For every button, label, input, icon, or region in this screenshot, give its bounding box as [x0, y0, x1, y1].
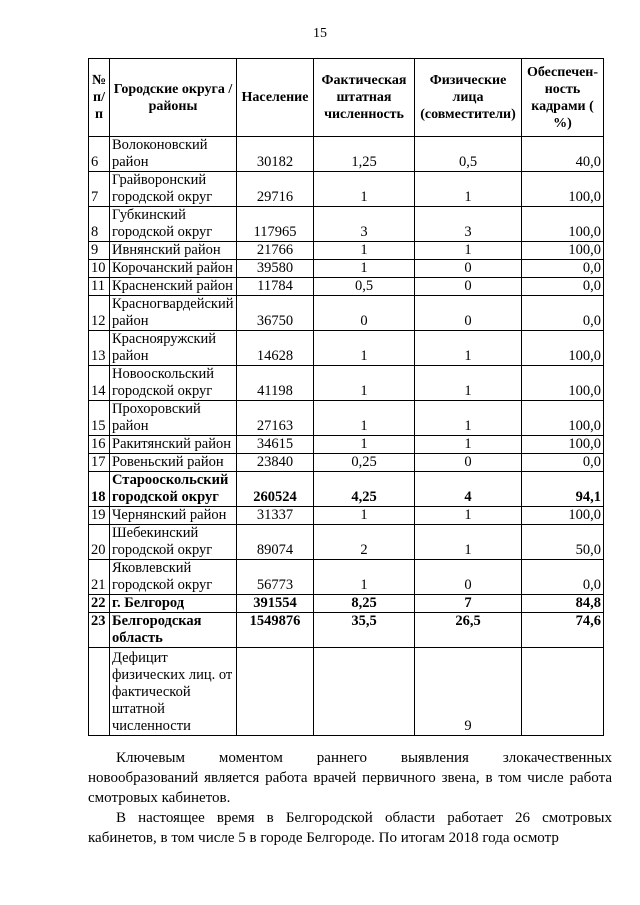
table-row: [89, 172, 604, 207]
persons-value: 0: [415, 260, 522, 278]
persons-value: 0: [415, 296, 522, 331]
table-row: [89, 436, 604, 454]
district-name: Шебекинский городской округ: [110, 525, 237, 560]
coverage-value: 100,0: [522, 366, 604, 401]
coverage-value: 100,0: [522, 401, 604, 436]
row-number: 8: [89, 207, 110, 242]
table-row: [89, 454, 604, 472]
actual-staff-value: 35,5: [314, 613, 415, 648]
row-number: 22: [89, 595, 110, 613]
coverage-value: 100,0: [522, 207, 604, 242]
persons-value: 1: [415, 436, 522, 454]
district-name: Ровеньский район: [110, 454, 237, 472]
actual-staff-value: 1: [314, 436, 415, 454]
row-number: 19: [89, 507, 110, 525]
district-name: Ивнянский район: [110, 242, 237, 260]
population-value: 31337: [237, 507, 314, 525]
header-persons: Физические лица (совместители): [415, 59, 522, 137]
population-value: 34615: [237, 436, 314, 454]
paragraph-1: [88, 748, 612, 808]
table-row: [89, 331, 604, 366]
actual-staff-value: 0: [314, 296, 415, 331]
coverage-value: 94,1: [522, 472, 604, 507]
persons-value: 1: [415, 172, 522, 207]
row-number: 13: [89, 331, 110, 366]
persons-value: 0: [415, 454, 522, 472]
table-row: [89, 260, 604, 278]
district-name: Старооскольский городской округ: [110, 472, 237, 507]
persons-value: 7: [415, 595, 522, 613]
population-value: 391554: [237, 595, 314, 613]
district-name: Яковлевский городской округ: [110, 560, 237, 595]
deficit-empty-coverage: [522, 648, 604, 736]
persons-value: 0,5: [415, 137, 522, 172]
paragraph-2-text: В настоящее время в Белгородской области работает 26 смотровых кабинетов, в том числе 5 в городе Белгороде. По итогам 2018 года осмотр: [88, 810, 612, 846]
actual-staff-value: 2: [314, 525, 415, 560]
population-value: 11784: [237, 278, 314, 296]
row-number: 9: [89, 242, 110, 260]
actual-staff-value: 0,5: [314, 278, 415, 296]
actual-staff-value: 1: [314, 242, 415, 260]
district-name: Белгородская область: [110, 613, 237, 648]
row-number: 7: [89, 172, 110, 207]
header-number: № п/ п: [89, 59, 110, 137]
actual-staff-value: 8,25: [314, 595, 415, 613]
coverage-value: 0,0: [522, 278, 604, 296]
district-name: Прохоровский район: [110, 401, 237, 436]
persons-value: 3: [415, 207, 522, 242]
actual-staff-value: 1: [314, 260, 415, 278]
header-population: Население: [237, 59, 314, 137]
table-row: [89, 560, 604, 595]
actual-staff-value: 0,25: [314, 454, 415, 472]
persons-value: 1: [415, 331, 522, 366]
table-row: [89, 472, 604, 507]
row-number: 11: [89, 278, 110, 296]
district-name: Корочанский район: [110, 260, 237, 278]
actual-staff-value: 1: [314, 560, 415, 595]
coverage-value: 74,6: [522, 613, 604, 648]
district-name: Краснояружский район: [110, 331, 237, 366]
actual-staff-value: 1: [314, 331, 415, 366]
coverage-value: 0,0: [522, 296, 604, 331]
district-name: Грайворонский городской округ: [110, 172, 237, 207]
page-number: 15: [313, 26, 327, 41]
coverage-value: 50,0: [522, 525, 604, 560]
row-number: 21: [89, 560, 110, 595]
row-number: 17: [89, 454, 110, 472]
paragraph-2: [88, 808, 612, 848]
population-value: 1549876: [237, 613, 314, 648]
table-row: [89, 525, 604, 560]
row-number: 12: [89, 296, 110, 331]
table-row: [89, 595, 604, 613]
district-name: Чернянский район: [110, 507, 237, 525]
paragraph-1-rest: новообразований является работа врачей первичного звена, в том числе работа смотровых кабинетов.: [88, 770, 612, 806]
header-actual-staff: Фактическая штатная численность: [314, 59, 415, 137]
persons-value: 0: [415, 278, 522, 296]
table-row: [89, 296, 604, 331]
coverage-value: 100,0: [522, 507, 604, 525]
table-row: [89, 242, 604, 260]
population-value: 117965: [237, 207, 314, 242]
actual-staff-value: 1,25: [314, 137, 415, 172]
header-district: Городские округа /районы: [110, 59, 237, 137]
table-row: [89, 613, 604, 648]
actual-staff-value: 1: [314, 172, 415, 207]
table-row: [89, 366, 604, 401]
table-row: [89, 137, 604, 172]
actual-staff-value: 3: [314, 207, 415, 242]
population-value: 39580: [237, 260, 314, 278]
staffing-table: [88, 58, 604, 736]
population-value: 30182: [237, 137, 314, 172]
coverage-value: 0,0: [522, 260, 604, 278]
actual-staff-value: 4,25: [314, 472, 415, 507]
district-name: Волоконовский район: [110, 137, 237, 172]
row-number: 15: [89, 401, 110, 436]
table-body: [89, 137, 604, 736]
population-value: 29716: [237, 172, 314, 207]
table-header-row: [89, 59, 604, 137]
actual-staff-value: 1: [314, 507, 415, 525]
persons-value: 1: [415, 525, 522, 560]
coverage-value: 100,0: [522, 172, 604, 207]
persons-value: 1: [415, 366, 522, 401]
table-row: [89, 207, 604, 242]
population-value: 56773: [237, 560, 314, 595]
deficit-empty-population: [237, 648, 314, 736]
actual-staff-value: 1: [314, 366, 415, 401]
persons-value: 1: [415, 507, 522, 525]
row-number: 20: [89, 525, 110, 560]
persons-value: 26,5: [415, 613, 522, 648]
deficit-label: Дефицит физических лиц. от фактической штатной численности: [110, 648, 237, 736]
table-row: [89, 401, 604, 436]
population-value: 14628: [237, 331, 314, 366]
row-number: 10: [89, 260, 110, 278]
deficit-empty-actual: [314, 648, 415, 736]
population-value: 23840: [237, 454, 314, 472]
persons-value: 1: [415, 242, 522, 260]
row-number: 14: [89, 366, 110, 401]
table-row: [89, 278, 604, 296]
persons-value: 0: [415, 560, 522, 595]
persons-value: 4: [415, 472, 522, 507]
population-value: 89074: [237, 525, 314, 560]
deficit-row: [89, 648, 604, 736]
district-name: Губкинский городской округ: [110, 207, 237, 242]
district-name: Ракитянский район: [110, 436, 237, 454]
deficit-value: 9: [415, 648, 522, 736]
row-number: 6: [89, 137, 110, 172]
population-value: 260524: [237, 472, 314, 507]
header-coverage: Обеспечен-ность кадрами ( %): [522, 59, 604, 137]
population-value: 41198: [237, 366, 314, 401]
district-name: Новооскольский городской округ: [110, 366, 237, 401]
coverage-value: 40,0: [522, 137, 604, 172]
coverage-value: 0,0: [522, 454, 604, 472]
coverage-value: 0,0: [522, 560, 604, 595]
coverage-value: 84,8: [522, 595, 604, 613]
table-row: [89, 507, 604, 525]
row-number: 18: [89, 472, 110, 507]
deficit-empty-number: [89, 648, 110, 736]
coverage-value: 100,0: [522, 331, 604, 366]
district-name: Красногвардейский район: [110, 296, 237, 331]
population-value: 36750: [237, 296, 314, 331]
district-name: Красненский район: [110, 278, 237, 296]
row-number: 16: [89, 436, 110, 454]
population-value: 27163: [237, 401, 314, 436]
district-name: г. Белгород: [110, 595, 237, 613]
row-number: 23: [89, 613, 110, 648]
actual-staff-value: 1: [314, 401, 415, 436]
coverage-value: 100,0: [522, 242, 604, 260]
persons-value: 1: [415, 401, 522, 436]
coverage-value: 100,0: [522, 436, 604, 454]
population-value: 21766: [237, 242, 314, 260]
paragraph-1-line-1: Ключевым моментом раннего выявления злокачественных: [116, 750, 612, 766]
